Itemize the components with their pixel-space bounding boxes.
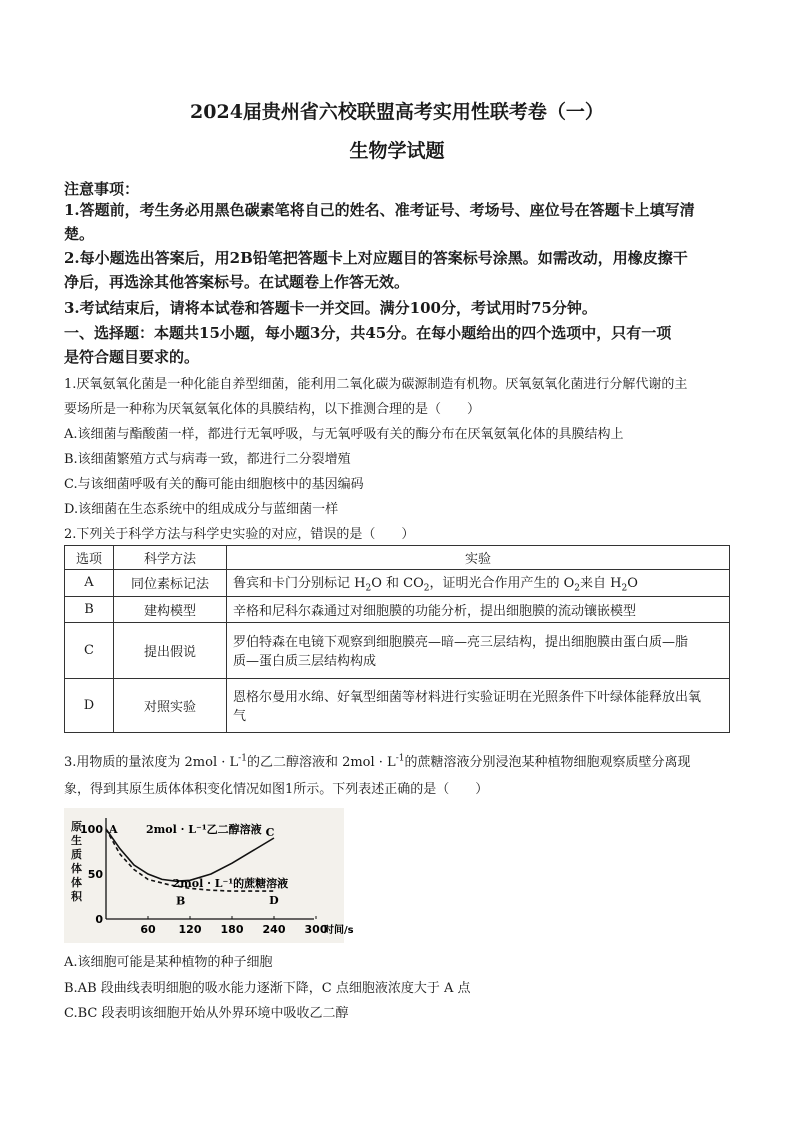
section1-line1: 一、选择题：本题共15小题，每小题3分，共45分。在每小题给出的四个选项中，只有一项 [64,324,672,342]
table-header-row [65,546,730,570]
row-option: B [65,596,114,622]
table-row [65,622,730,678]
header-experiment: 实验 [227,546,730,570]
y-tick-label: 100 [80,823,103,836]
row-experiment: 罗伯特森在电镜下观察到细胞膜亮—暗—亮三层结构，提出细胞膜由蛋白质—脂 质—蛋白质三层结构构成 [227,622,730,678]
row-experiment: 鲁宾和卡门分别标记 $H_2O$ 和 $CO_2$，证明光合作用产生的 $O_2$来自 $H_2O$ [227,570,730,597]
row-experiment: 辛格和尼科尔森通过对细胞膜的功能分析，提出细胞膜的流动镶嵌模型 [227,596,730,622]
header-method: 科学方法 [114,546,227,570]
q1-option-c: C.与该细菌呼吸有关的酶可能由细胞核中的基因编码 [64,477,364,492]
section1-line2: 是符合题目要求的。 [64,348,200,366]
row-option: D [65,678,114,732]
row-method: 同位素标记法 [114,570,227,597]
notice-heading: 注意事项： [64,180,140,198]
table-row [65,678,730,732]
q2-stem: 2.下列关于科学方法与科学史实验的对应，错误的是（ ） [64,527,415,542]
table-row [65,596,730,622]
q1-option-a: A.该细菌与酯酸菌一样，都进行无氧呼吸，与无氧呼吸有关的酶分布在厌氧氨氧化体的具膜结构上 [64,427,624,442]
row-method: 建构模型 [114,596,227,622]
row-option: C [65,622,114,678]
notice-item2-line1: 2.每小题选出答案后，用2B铅笔把答题卡上对应题目的答案标号涂黑。如需改动，用橡皮擦干 [64,249,688,267]
q3-option-b: B.AB 段曲线表明细胞的吸水能力逐渐下降，C 点细胞液浓度大于 A 点 [64,981,471,996]
point-a-label: A [109,823,118,836]
y-tick-label: 0 [95,913,103,926]
header-option: 选项 [65,546,114,570]
exam-title: 2024届贵州省六校联盟高考实用性联考卷（一） [190,101,604,123]
figure-1-chart [64,808,354,943]
q3-option-c: C.BC 段表明该细胞开始从外界环境中吸收乙二醇 [64,1006,349,1021]
x-tick-label: 60 [140,923,156,936]
chart-svg [64,808,354,943]
row-method: 对照实验 [114,678,227,732]
q3-option-a: A.该细胞可能是某种植物的种子细胞 [64,955,273,970]
point-b-label: B [176,894,186,908]
q3-stem-line2: 象，得到其原生质体体积变化情况如图1所示。下列表述正确的是（ ） [64,782,489,797]
row-experiment: 恩格尔曼用水绵、好氧型细菌等材料进行实验证明在光照条件下叶绿体能释放出氧 气 [227,678,730,732]
table-row [65,570,730,597]
exam-subtitle: 生物学试题 [349,140,445,162]
row-method: 提出假说 [114,622,227,678]
notice-item1-line1: 1.答题前，考生务必用黑色碳素笔将自己的姓名、准考证号、考场号、座位号在答题卡上填写清 [64,201,695,219]
x-tick-label: 240 [262,923,286,936]
q1-option-d: D.该细菌在生态系统中的组成成分与蓝细菌一样 [64,502,339,517]
point-d-label: D [269,894,279,908]
y-tick-label: 50 [87,868,103,881]
series-label-sucrose: 2mol · L⁻¹的蔗糖溶液 [172,876,289,890]
q1-stem-line1: 1.厌氧氨氧化菌是一种化能自养型细菌，能利用二氧化碳为碳源制造有机物。厌氧氨氧化菌进行分解代谢的主 [64,377,688,392]
y-axis-label-text: 原生质体体积 [71,820,82,903]
q2-table [64,545,730,733]
q1-stem-line2: 要场所是一种称为厌氧氨氧化体的具膜结构，以下推测合理的是（ ） [64,402,481,417]
ethylene-glycol-curve [106,829,274,881]
row-option: A [65,570,114,597]
notice-item2-line2: 净后，再选涂其他答案标号。在试题卷上作答无效。 [64,273,410,291]
x-axis-label: 时间/s [324,925,354,936]
point-c-label: C [265,826,275,839]
series-label-ethylene-glycol: 2mol · L⁻¹乙二醇溶液 [146,823,262,836]
q1-option-b: B.该细菌繁殖方式与病毒一致，都进行二分裂增殖 [64,452,351,467]
notice-item1-line2: 楚。 [64,225,95,243]
x-tick-label: 180 [220,923,244,936]
x-tick-label: 120 [178,923,202,936]
q3-stem-line1: 3.用物质的量浓度为 $2mol \cdot L^{-1}$的乙二醇溶液和 $2mol \cdot L^{-1}$的蔗糖溶液分别浸泡某种植物细胞观察质壁分离现 [64,753,691,770]
notice-item3: 3.考试结束后，请将本试卷和答题卡一并交回。满分100分，考试用时75分钟。 [64,299,597,317]
x-tick-label: 300 [304,923,328,936]
